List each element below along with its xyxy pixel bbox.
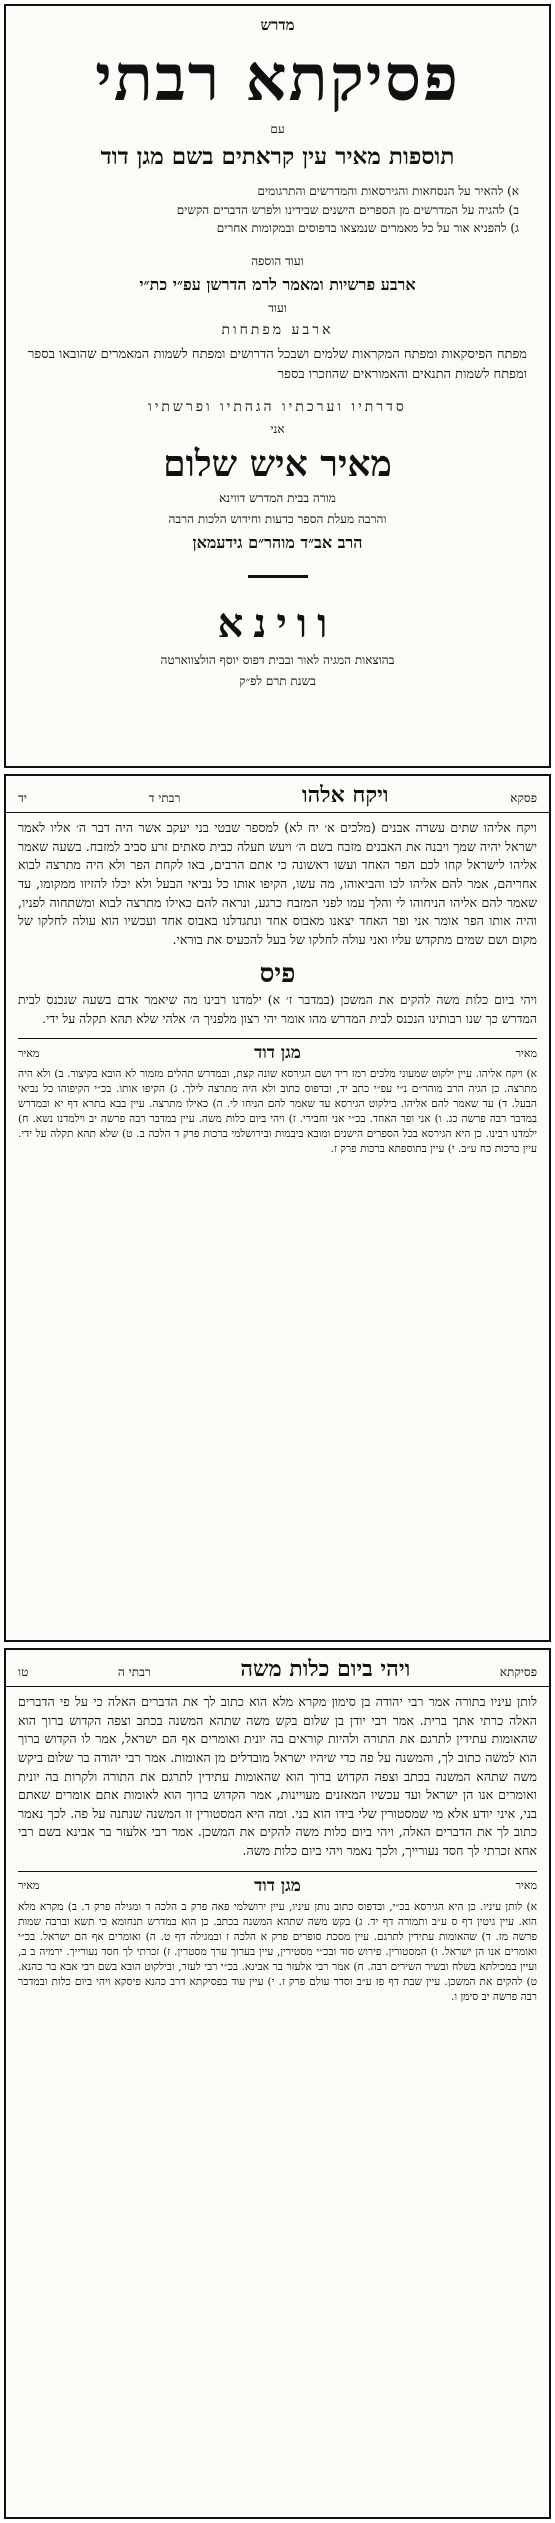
year-line: בשנת תרם לפ״ק [239, 674, 316, 689]
text-page [4, 1648, 551, 2519]
section-label: פסקא [510, 791, 537, 805]
purpose-item: ב) להגיה על המדרשים מן הספרים הישנים שבידינו ולפרש הדברים הקשים [176, 202, 519, 217]
city-name: ווינא [217, 600, 338, 648]
book-subtitle: תוספות מאיר עין קראתים בשם מגן דוד [100, 143, 455, 171]
commentary-title: מגן דוד [254, 1043, 301, 1064]
publisher-line: בהוצאות המגיה לאור ובבית דפוס יוסף הולצווארטה [160, 653, 395, 668]
folio-number: טו [18, 1665, 29, 1679]
running-header [6, 1650, 549, 1687]
purpose-item: ג) להפניא אור על כל מאמרים שנמצאו בדפוסים ובמקומות אחרים [216, 221, 519, 236]
commentary-label: מאיר [515, 1879, 537, 1893]
section-marker: פיס [259, 959, 296, 990]
commentary-header [18, 1871, 537, 1896]
purpose-item: א) להאיר על הנסחאות והגירסאות והמדרשים והתרגומים [257, 184, 519, 199]
commentary-label-left: מאיר [18, 1879, 40, 1893]
title-page [4, 4, 551, 768]
page-heading: ויקח אלהו [302, 782, 389, 808]
commentary-title: מגן דוד [254, 1875, 301, 1896]
book-title: פסיקתא רבתי [95, 41, 460, 116]
text-page [4, 774, 551, 1642]
folio-number: יד [18, 791, 27, 805]
with-label: עם [270, 122, 285, 137]
page-heading: ויהי ביום כלות משה [240, 1656, 411, 1682]
commentary-header [18, 1038, 537, 1063]
main-text: ויקח אליהו שתים עשרה אבנים (מלכים א׳ יח לא) למספר שבטי בני יעקב אשר היה דבר ה׳ אליו לאמר ישראל יהיה שמך ויבנה את האבנים מזבח בשם ה׳ ויעש תעלה כבית סאתים זרע סביב למזבח. בשעה שאמר אליהו לישראל קחו לכם הפר האחד ועשו ראשונה כי אתם הרבים, באו לקחת הפר ולא היה מתרצה לבוא אחריהם, אמר להם אליהו לכו והביאוהו, מה עשו, הקיפו אותו כל נביאי הבעל ולא יכלו להזיזו ממקומו, עד שאמר להם אליהו הניחוהו לי והלך עמו לפני המזבח כרגע, ונראה להם כאילו מתרצה לבוא ומשתחוה לפניו, והיה אותו הפר אומר אני ופר האחד יצאנו מאבוס אחד ונתגדלנו באבוס אחד ועכשיו הוא עולה לחלקו של מקום ושם שמים מתקדש עליו ואני עולה לחלקו של בעל להכעיס את בוראי. [18, 820, 537, 947]
section-label: פסיקתא [499, 1665, 537, 1679]
commentary-label-left: מאיר [18, 1046, 40, 1060]
commentary-label: מאיר [515, 1046, 537, 1060]
main-text: לותן עיניו בתורה אמר רבי יהודה בן סימון מקרא מלא הוא כתוב לך את הדברים האלה כי על פי הדברים האלה כרתי אתך ברית. אמר רבי יודן בן שלום בקש משה שתהא המשנה בכתב וצפה הקדוש ברוך הוא שהאומות עתידין לתרגם את התורה ולהיות קוראים בה יונית ואומרים אף הם ישראל, אמר לו הקדוש ברוך הוא למשה כתוב לך, והמשנה על פה כדי שיהיו ישראל מובדלים מן האומות. אמר רבי יהודה בר שלום ביקש משה שתהא המשנה בכתב וצפה הקדוש ברוך הוא שהאומות עתידין לתרגם את התורה ולקרות בה יונית ואומרים אנו הן ישראל ועד עכשיו המאזנים מעויינות, אמר הקדוש ברוך הוא לאומות אתם אומרים שאתם בני, איני יודע אלא מי שמסטורין שלי בידו הוא בני. ומה היא המסטורין זו המשנה שנתנה על פה. לכך נאמר כתוב לך את הדברים האלה, ויהי ביום כלות משה להקים את המשכן. אמר רבי אלעזר בר אבינא בשם רבי אחא זכרתי לך חסד נעורייך, ולכך נאמר ויהי ביום כלות משה. [18, 1694, 537, 1858]
editor-line: סדרתיו וערכתיו הגהתיו ופרשתיו [148, 399, 407, 416]
four-indexes: ארבע מפתחות [221, 321, 334, 338]
title-page-head: מדרש [260, 16, 295, 34]
main-text: ויהי ביום כלות משה להקים את המשכן (במדבר ז׳ א) ילמדנו רבינו מה שיאמר אדם בשעה שנכנס לבית המדרש כך שנו רבותינו הנכנס לבית המדרש מהו אומר יהי רצון מלפניך ה׳ אלהי שלא תהא תקלה על ידי. [18, 992, 537, 1026]
running-header [6, 776, 549, 813]
approval-line: והרבה מעלת הספר כדעות וחידוש הלכות הרבה [168, 512, 387, 527]
commentary-text: א) לותן עיניו. כן היא הגירסא בכ״י, ובדפוס כתוב נותן עיניו, עיין ירושלמי פאה פרק ב הלכה ד ומגילה פרק ד. ב) מקרא מלא הוא. עיין גיטין דף ס ע״ב ותמורה דף יד. ג) בקש משה שתהא המשנה בכתב. כן הוא במדרש תנחומא כי תשא וברבה שמות פרשה מז. ד) שהאומות עתידין לתרגם. עיין מסכת סופרים פרק א הלכה ז ובמגילה דף ט. ה) ואומרים אף הם ישראל. בכ״י ואומרים אנו הן ישראל. ו) המסטורין. פירוש סוד ובכ״י מסטירין, עיין בערוך ערך מסטרין. ז) זכרתי לך חסד נעורייך. ירמיה ב ב, ועיין במכילתא בשלח ובשיר השירים רבה. ח) אמר רבי אלעזר בר אבינא. בכ״י רבי לעזר, ובילקוט הובא בשם רבי אבא בר כהנא. ט) להקים את המשכן. עיין שבת דף פז ע״ב וסדר עולם פרק ז. י) עיין עוד בפסיקתא דרב כהנא פיסקא ויהי ביום כלות ובמדבר רבה פרשה יב סימן ו. [18, 1900, 537, 2003]
author-name: מאיר איש שלום [163, 443, 392, 486]
ani-label: אני [270, 422, 285, 437]
approver-name: הרב אב״ד מוהר״ם גידעמאן [192, 533, 363, 553]
author-role: מורה בבית המדרש דווינא [219, 491, 336, 506]
right-label: רבתי ד [148, 791, 181, 805]
right-label: רבתי ה [117, 1665, 151, 1679]
and-with-label: ועוד [268, 300, 287, 315]
indexes-description: מפתח הפיסקאות ומפתח המקראות שלמים ושבכל הדרושים ומפתח לשמות המאמרים שהובאו בספר ומפתח לשמות התנאים והאמוראים שהוזכרו בספר [28, 346, 527, 383]
divider [248, 575, 308, 578]
purpose-list [36, 182, 519, 238]
commentary-text: א) ויקח אליהו. עיין ילקוט שמעוני מלכים רמז ריד ושם הגירסא שונה קצת, ובמדרש תהלים מזמור לא הובא בקיצור. ב) ולא היה מתרצה. כן הגיה הרב מוהר״ם נ״י עפ״י כתב יד, ובדפוס כתוב ולא היה מתרצה לילך. ג) הקיפו אותו. בכ״י הקיפוהו כל נביאי הבעל. ד) עד שאמר להם אליהו. בילקוט הגירסא עד שאמר להם הניחו לי. ה) כאילו מתרצה. עיין בבא בתרא דף יא ובמדרש במדבר רבה פרשה כג. ו) אני ופר האחד. בכ״י אני וחבירי. ז) ויהי ביום כלות משה. עיין במדבר רבה פרשה יב וילמדנו נשא. ח) ילמדנו רבינו. כן היא הגירסא בכל הספרים הישנים ומובא ביבמות ובירושלמי ברכות פרק ד הלכה ב. ט) שלא תהא תקלה על ידי. עיין ברכות כח ע״ב. י) עיין בתוספתא ברכות פרק ז. [18, 1068, 537, 1156]
also-added-label: ועוד הוספה [251, 253, 304, 268]
four-sections: ארבע פרשיות ומאמר לרמ הדרשן עפ״י כת״י [139, 274, 416, 294]
